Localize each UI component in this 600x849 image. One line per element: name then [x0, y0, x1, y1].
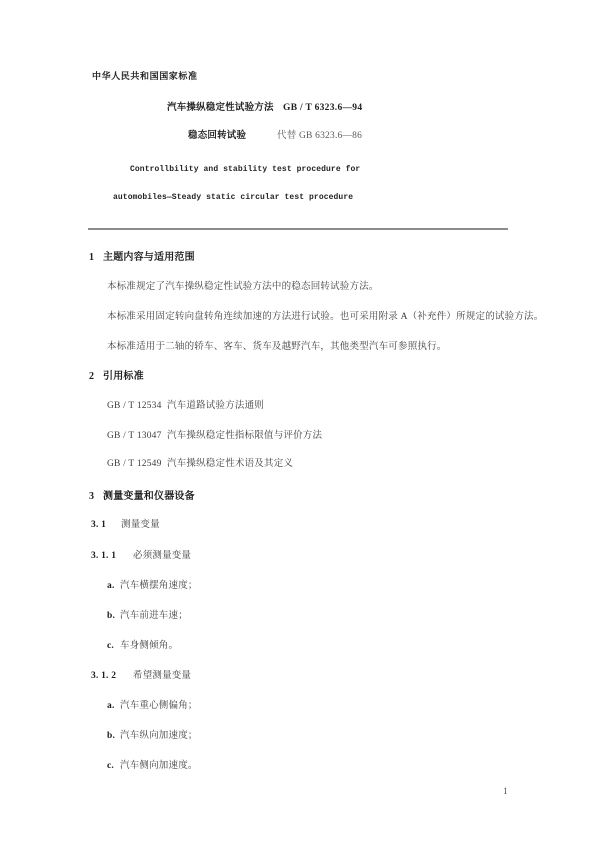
subsection-3-1-1-number: 3. 1. 1: [91, 551, 117, 561]
list-item-label: c.: [107, 761, 114, 771]
section1-paragraph-3: 本标准适用于二轴的轿车、客车、货车及越野汽车，其他类型汽车可参照执行。: [107, 342, 447, 352]
section3-number: 3: [89, 491, 95, 502]
subsection-3-1-2-number: 3. 1. 2: [91, 671, 117, 681]
subsection-3-1-1-title: 必须测量变量: [133, 551, 192, 561]
section3-title: 测量变量和仪器设备: [103, 491, 195, 502]
subsection-3-1-number: 3. 1: [91, 520, 107, 530]
list-item-text: 汽车前进车速；: [120, 611, 188, 621]
subsection-3-1-2-title: 希望测量变量: [133, 671, 192, 681]
list-item-text: 汽车侧向加速度。: [120, 761, 198, 771]
page-number: 1: [503, 786, 508, 796]
list-item-label: b.: [107, 611, 116, 621]
section2-number: 2: [89, 371, 95, 382]
standard-type-label: 中华人民共和国国家标准: [92, 71, 198, 81]
list-item-text: 汽车纵向加速度；: [120, 731, 198, 741]
reference-code-1: GB / T 12534: [107, 401, 162, 411]
reference-code-2: GB / T 13047: [107, 431, 162, 441]
list-item-label: c.: [107, 641, 114, 651]
reference-code-3: GB / T 12549: [107, 459, 162, 469]
section1-paragraph-1: 本标准规定了汽车操纵稳定性试验方法中的稳态回转试验方法。: [107, 282, 379, 292]
subsection-3-1-title: 测量变量: [121, 520, 160, 530]
list-item-label: a.: [107, 701, 115, 711]
header-divider-rule: [88, 228, 508, 230]
document-title-en-line1: Controllbility and stability test procedure for: [130, 165, 361, 174]
list-item-label: a.: [107, 581, 115, 591]
document-subtitle-cn: 稳态回转试验: [188, 131, 247, 141]
document-title-en-line2: automobiles—Steady static circular test procedure: [113, 193, 354, 202]
section1-paragraph-2: 本标准采用固定转向盘转角连续加速的方法进行试验。也可采用附录 A（补充件）所规定的试验方法。: [107, 312, 544, 322]
reference-title-2: 汽车操纵稳定性指标限值与评价方法: [167, 431, 323, 441]
reference-title-3: 汽车操纵稳定性术语及其定义: [167, 459, 294, 469]
reference-title-1: 汽车道路试验方法通则: [167, 401, 265, 411]
list-item-text: 汽车重心侧偏角；: [120, 701, 198, 711]
section1-title: 主题内容与适用范围: [103, 252, 195, 263]
list-item-text: 汽车横摆角速度；: [120, 581, 198, 591]
replaces-note: 代替 GB 6323.6—86: [277, 131, 363, 141]
list-item-label: b.: [107, 731, 116, 741]
section1-number: 1: [89, 252, 95, 263]
document-title-cn: 汽车操纵稳定性试验方法: [167, 103, 274, 113]
standard-code: GB / T 6323.6—94: [283, 103, 363, 113]
section2-title: 引用标准: [103, 371, 144, 382]
list-item-text: 车身侧倾角。: [120, 641, 179, 651]
